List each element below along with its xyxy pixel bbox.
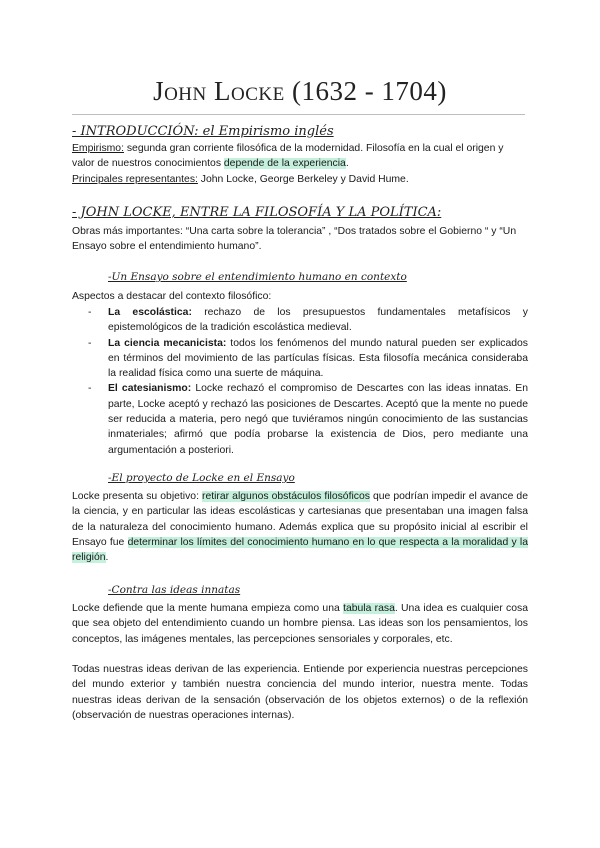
- bullet-text: rechazo de los presupuestos fundamentales metafísicos y epistemológicos de la tradición escolástica medieval.: [108, 307, 528, 334]
- proyecto-heading: -El proyecto de Locke en el Ensayo: [108, 472, 295, 484]
- empirismo-text: segunda gran corriente filosófica de la modernidad. Filosofía en la cual el origen y valor de nuestros conocimientos: [72, 143, 504, 170]
- empirismo-label: Empirismo:: [72, 143, 124, 154]
- contexto-intro: Aspectos a destacar del contexto filosófico:: [72, 291, 272, 302]
- bullet-term: La escolástica:: [108, 307, 192, 318]
- bullet-term: La ciencia mecanicista:: [108, 337, 227, 349]
- locke-heading: - JOHN LOCKE, ENTRE LA FILOSOFÍA Y LA POLÍTICA:: [72, 205, 442, 220]
- proyecto-text-1: Locke presenta su objetivo:: [72, 491, 202, 502]
- intro-empirismo-paragraph: [72, 141, 528, 172]
- proyecto-highlight-1: retirar algunos obstáculos filosóficos: [202, 491, 370, 502]
- intro-heading: - INTRODUCCIÓN: el Empirismo inglés: [72, 124, 334, 139]
- bullet-dash: -: [88, 307, 92, 318]
- intro-representantes-paragraph: [72, 172, 528, 187]
- list-item: [72, 336, 528, 382]
- proyecto-text-2: que podrían impedir el avance de la ciencia, y en particular las ideas escolásticas y cartesianas que presentaban una imagen falsa de la naturaleza del conocimiento humano. Además explica que su propósito inicial al escribir el Ensayo fue: [72, 491, 528, 548]
- representantes-text: John Locke, George Berkeley y David Hume.: [197, 174, 409, 185]
- page-title: John Locke (1632 - 1704): [153, 76, 447, 106]
- ideas-innatas-heading: -Contra las ideas innatas: [108, 584, 241, 596]
- bullet-term: El catesianismo:: [108, 383, 192, 395]
- proyecto-text-3: .: [105, 552, 109, 564]
- empirismo-end: .: [345, 158, 349, 170]
- list-item: [72, 305, 528, 336]
- ideas-paragraph-1: [72, 601, 528, 647]
- proyecto-highlight-2: determinar los límites del conocimiento humano en lo que respecta a la moralidad y la religión: [72, 536, 528, 564]
- bullet-dash: -: [88, 383, 92, 395]
- ideas-paragraph-2: Todas nuestras ideas derivan de las experiencia. Entiende por experiencia nuestras percepciones del mundo exterior y también nuestra conciencia del mundo interior, nuestra mente. Todas nuestras ideas derivan de la sensación (observación de los objetos externos) o de la reflexión (observación de nuestras operaciones internas).: [72, 664, 528, 721]
- empirismo-highlight: depende de la experiencia: [223, 158, 346, 170]
- locke-obras-paragraph: Obras más importantes: “Una carta sobre la tolerancia” , “Dos tratados sobre el Gobierno “ y “Un Ensayo sobre el entendimiento humano”.: [72, 226, 517, 253]
- bullet-text: todos los fenómenos del mundo natural pueden ser explicados en términos del movimiento de las partículas físicas. Esta filosofía mecánica consideraba la realidad física como una suerte de máquina.: [108, 337, 528, 380]
- tabula-rasa-highlight: tabula rasa: [343, 603, 395, 614]
- ideas-text-2: . Una idea es cualquier cosa que sea objeto del entendimiento cuando un hombre piensa. Las ideas son los pensamientos, los conceptos, las imágenes mentales, las percepciones sensoriales y corporales, etc.: [72, 603, 528, 645]
- representantes-label: Principales representantes:: [72, 174, 198, 185]
- bullet-text: Locke rechazó el compromiso de Descartes con las ideas innatas. En parte, Locke aceptó y rechazó las posiciones de Descartes. Aceptó que la mente no puede ser reducida a materia, pero negó que tuviéramos ningún conocimiento de las sustancias inmateriales; afirmó que podía probarse la existencia de Dios, pero mediante una argumentación a posteriori.: [108, 383, 528, 456]
- proyecto-paragraph: [72, 489, 528, 565]
- ideas-text-1: Locke defiende que la mente humana empieza como una: [72, 603, 344, 614]
- ensayo-contexto-heading: -Un Ensayo sobre el entendimiento humano en contexto: [108, 271, 407, 283]
- contexto-bullet-list: [72, 305, 528, 458]
- title-divider: [72, 114, 525, 115]
- list-item: [72, 381, 528, 457]
- bullet-dash: -: [88, 337, 92, 349]
